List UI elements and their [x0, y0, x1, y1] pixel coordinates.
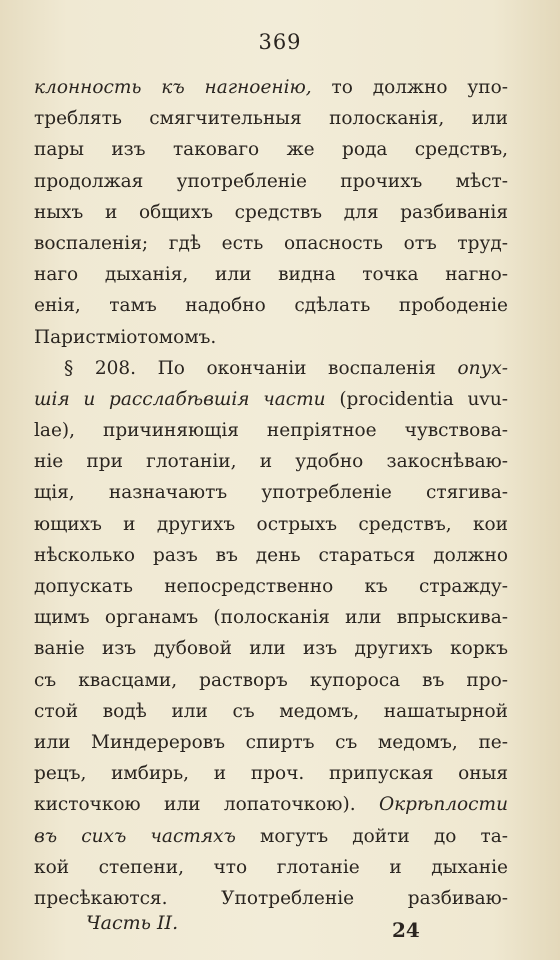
- text-line: [34, 633, 508, 664]
- text-segment: наго дыханія, или видна точка нагно-: [34, 264, 508, 286]
- text-segment: стой водѣ или съ медомъ, нашатырной: [34, 700, 508, 722]
- text-segment: пресѣкаются. Употребленіе разбиваю-: [34, 887, 508, 909]
- italic-text-segment: опух-: [457, 357, 508, 379]
- text-segment: рецъ, имбирь, и проч. припуская оныя: [34, 763, 508, 785]
- text-line: [34, 353, 508, 384]
- text-line: [34, 758, 508, 789]
- text-segment: (procidentia uvu-: [325, 388, 508, 410]
- text-segment: или Миндереровъ спиртъ съ медомъ, пе-: [34, 731, 508, 753]
- text-line: [34, 384, 508, 415]
- text-line: [34, 789, 508, 820]
- text-segment: § 208. По окончаніи воспаленія: [64, 357, 458, 379]
- text-line: [34, 509, 508, 540]
- italic-text-segment: въ сихъ частяхъ: [34, 825, 236, 847]
- text-segment: ніе при глотаніи, и удобно закоснѣваю-: [34, 451, 508, 473]
- text-segment: ющихъ и другихъ острыхъ средствъ, кои: [34, 513, 508, 535]
- text-segment: воспаленія; гдѣ есть опасность отъ труд-: [34, 232, 508, 254]
- text-line: [34, 166, 508, 197]
- body-text: [34, 72, 508, 914]
- text-line: [34, 477, 508, 508]
- text-line: [34, 415, 508, 446]
- text-line: [34, 259, 508, 290]
- text-segment: то должно упо-: [311, 77, 508, 98]
- text-line: [34, 103, 508, 134]
- text-line: [34, 134, 508, 165]
- text-line: [34, 322, 508, 353]
- text-segment: Паристміотомомъ.: [34, 326, 217, 348]
- text-segment: енія, тамъ надобно сдѣлать прободеніе: [34, 295, 508, 317]
- text-segment: ваніе изъ дубовой или изъ другихъ коркъ: [34, 638, 508, 660]
- text-segment: lae), причиняющія непріятное чувствова-: [34, 420, 508, 442]
- text-segment: щимъ органамъ (полосканія или впрыскива-: [34, 607, 508, 629]
- text-line: [34, 72, 508, 103]
- text-segment: могутъ дойти до та-: [235, 825, 508, 847]
- signature-mark: 24: [392, 918, 420, 942]
- text-line: [34, 446, 508, 477]
- italic-text-segment: шія и расслабѣвшія части: [34, 388, 326, 410]
- text-segment: треблять смягчительныя полосканія, или: [34, 108, 508, 130]
- text-segment: кисточкою или лопаточкою).: [34, 794, 379, 816]
- text-segment: кой степени, что глотаніе и дыханіе: [34, 856, 508, 878]
- volume-part-label: Часть II.: [86, 912, 179, 934]
- text-segment: продолжая употребленіе прочихъ мѣст-: [34, 170, 508, 192]
- text-line: [34, 852, 508, 883]
- text-segment: пары изъ таковаго же рода средствъ,: [34, 139, 508, 161]
- text-segment: съ квасцами, растворъ купороса въ про-: [34, 669, 508, 691]
- italic-text-segment: Окрѣплости: [378, 794, 508, 816]
- text-segment: допускать непосредственно къ стражду-: [34, 576, 508, 597]
- italic-text-segment: клонность къ нагноенію,: [34, 77, 312, 98]
- text-line: [34, 571, 508, 602]
- text-line: [34, 883, 508, 914]
- text-line: [34, 665, 508, 696]
- text-line: [34, 696, 508, 727]
- page-number: 369: [258, 30, 302, 54]
- text-line: [34, 540, 508, 571]
- text-line: [34, 821, 508, 852]
- text-line: [34, 602, 508, 633]
- text-line: [34, 197, 508, 228]
- text-segment: щія, назначаютъ употребленіе стягива-: [34, 482, 508, 504]
- text-line: [34, 727, 508, 758]
- text-segment: нѣсколько разъ въ день стараться должно: [34, 544, 508, 566]
- text-line: [34, 228, 508, 259]
- text-segment: ныхъ и общихъ средствъ для разбиванія: [34, 201, 508, 223]
- text-line: [34, 290, 508, 321]
